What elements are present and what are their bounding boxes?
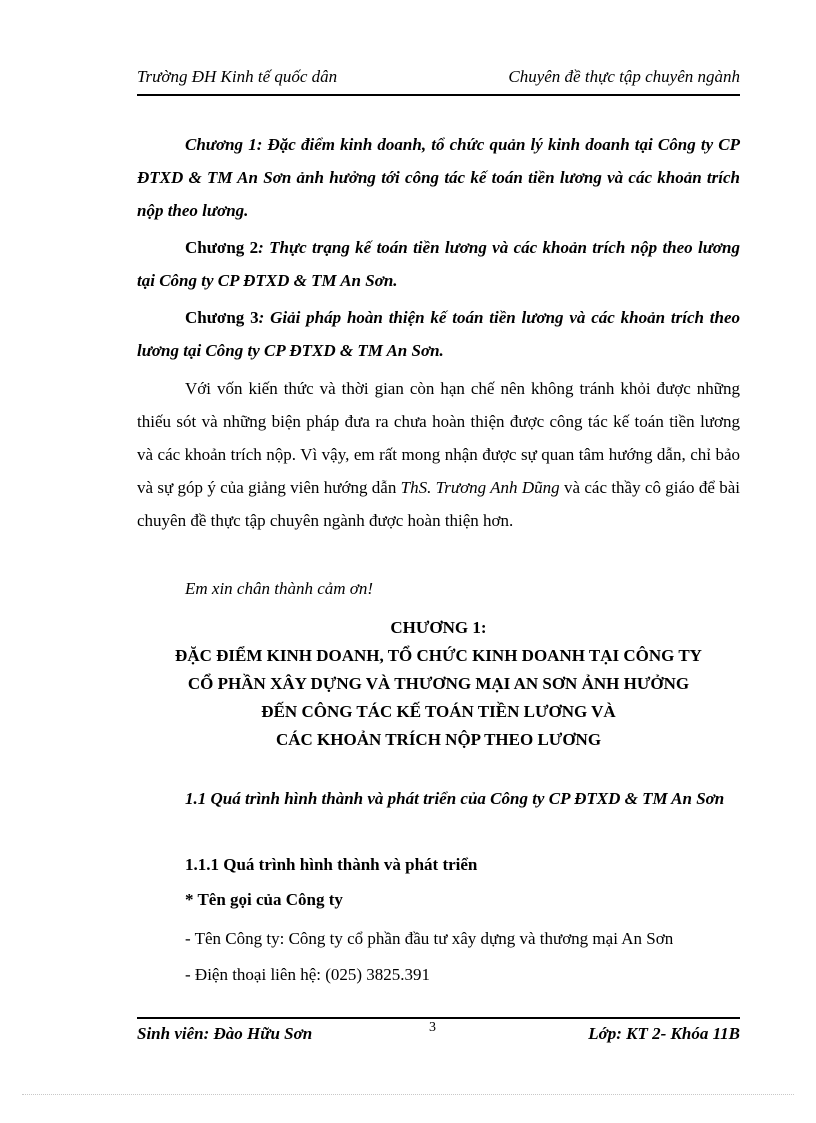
advisor-name: ThS. Trương Anh Dũng [400, 478, 560, 497]
thanks-line: Em xin chân thành cảm ơn! [185, 579, 374, 598]
intro-paragraph-a: Với vốn kiến thức và thời gian còn hạn chế nên không tránh khỏi được những thiếu sót và những biện pháp đưa ra chưa hoàn thiện được công tác kế toán tiền lương và các khoản trích nộp. Vì vậy, em rất mong nhận được sự quan tâm hướng dẫn, chỉ bảo và sự góp ý của giảng viên hướng dẫn [137, 379, 740, 497]
section-1-1-heading: 1.1 Quá trình hình thành và phát triển của Công ty CP ĐTXD & TM An Sơn [185, 789, 725, 808]
footer-rule [137, 1017, 740, 1019]
chapter-title-line-1: ĐẶC ĐIỂM KINH DOANH, TỔ CHỨC KINH DOANH TẠI CÔNG TY [175, 646, 702, 665]
intro-chapter-3 [137, 301, 740, 367]
company-phone-line: - Điện thoại liên hệ: (025) 3825.391 [185, 965, 431, 984]
chapter-3-label: Chương 3 [185, 308, 259, 327]
intro-paragraph-b: và các thầy cô giáo để bài chuyên đề thực tập chuyên ngành được hoàn thiện hơn. [137, 478, 741, 530]
chapter-3-text: : Giải pháp hoàn thiện kế toán tiền lương và các khoản trích theo lương tại Công ty CP ĐTXD & TM An Sơn. [137, 308, 740, 360]
intro-chapter-1: Chương 1: Đặc điểm kinh doanh, tổ chức quản lý kinh doanh tại Công ty CP ĐTXD & TM An Sơn ảnh hưởng tới công tác kế toán tiền lương và các khoản trích nộp theo lương. [137, 135, 740, 220]
footer-class: Lớp: KT 2- Khóa 11B [588, 1024, 740, 1043]
company-name-heading: * Tên gọi của Công ty [185, 890, 343, 909]
footer-student: Sinh viên: Đào Hữu Sơn [137, 1024, 313, 1043]
header-university: Trường ĐH Kinh tế quốc dân [137, 67, 338, 86]
company-name-line: - Tên Công ty: Công ty cổ phần đầu tư xây dựng và thương mại An Sơn [185, 929, 674, 948]
page-number: 3 [429, 1020, 436, 1035]
intro-paragraph [137, 372, 740, 537]
section-1-1-1-heading: 1.1.1 Quá trình hình thành và phát triển [185, 855, 478, 874]
chapter-2-label: Chương 2 [185, 238, 259, 257]
chapter-title-line-3: ĐẾN CÔNG TÁC KẾ TOÁN TIỀN LƯƠNG VÀ [261, 702, 616, 721]
header-document-type: Chuyên đề thực tập chuyên ngành [508, 67, 740, 86]
chapter-heading [137, 614, 740, 754]
chapter-title-line-4: CÁC KHOẢN TRÍCH NỘP THEO LƯƠNG [275, 730, 602, 749]
chapter-2-text: : Thực trạng kế toán tiền lương và các khoản trích nộp theo lương tại Công ty CP ĐTXD & TM An Sơn. [137, 238, 740, 290]
intro-chapter-2 [137, 231, 740, 297]
chapter-title-line-2: CỔ PHẦN XÂY DỰNG VÀ THƯƠNG MẠI AN SƠN ẢNH HƯỞNG [187, 674, 690, 693]
chapter-number: CHƯƠNG 1: [390, 618, 487, 637]
page-bottom-divider [22, 1094, 794, 1095]
page-header [137, 64, 740, 96]
